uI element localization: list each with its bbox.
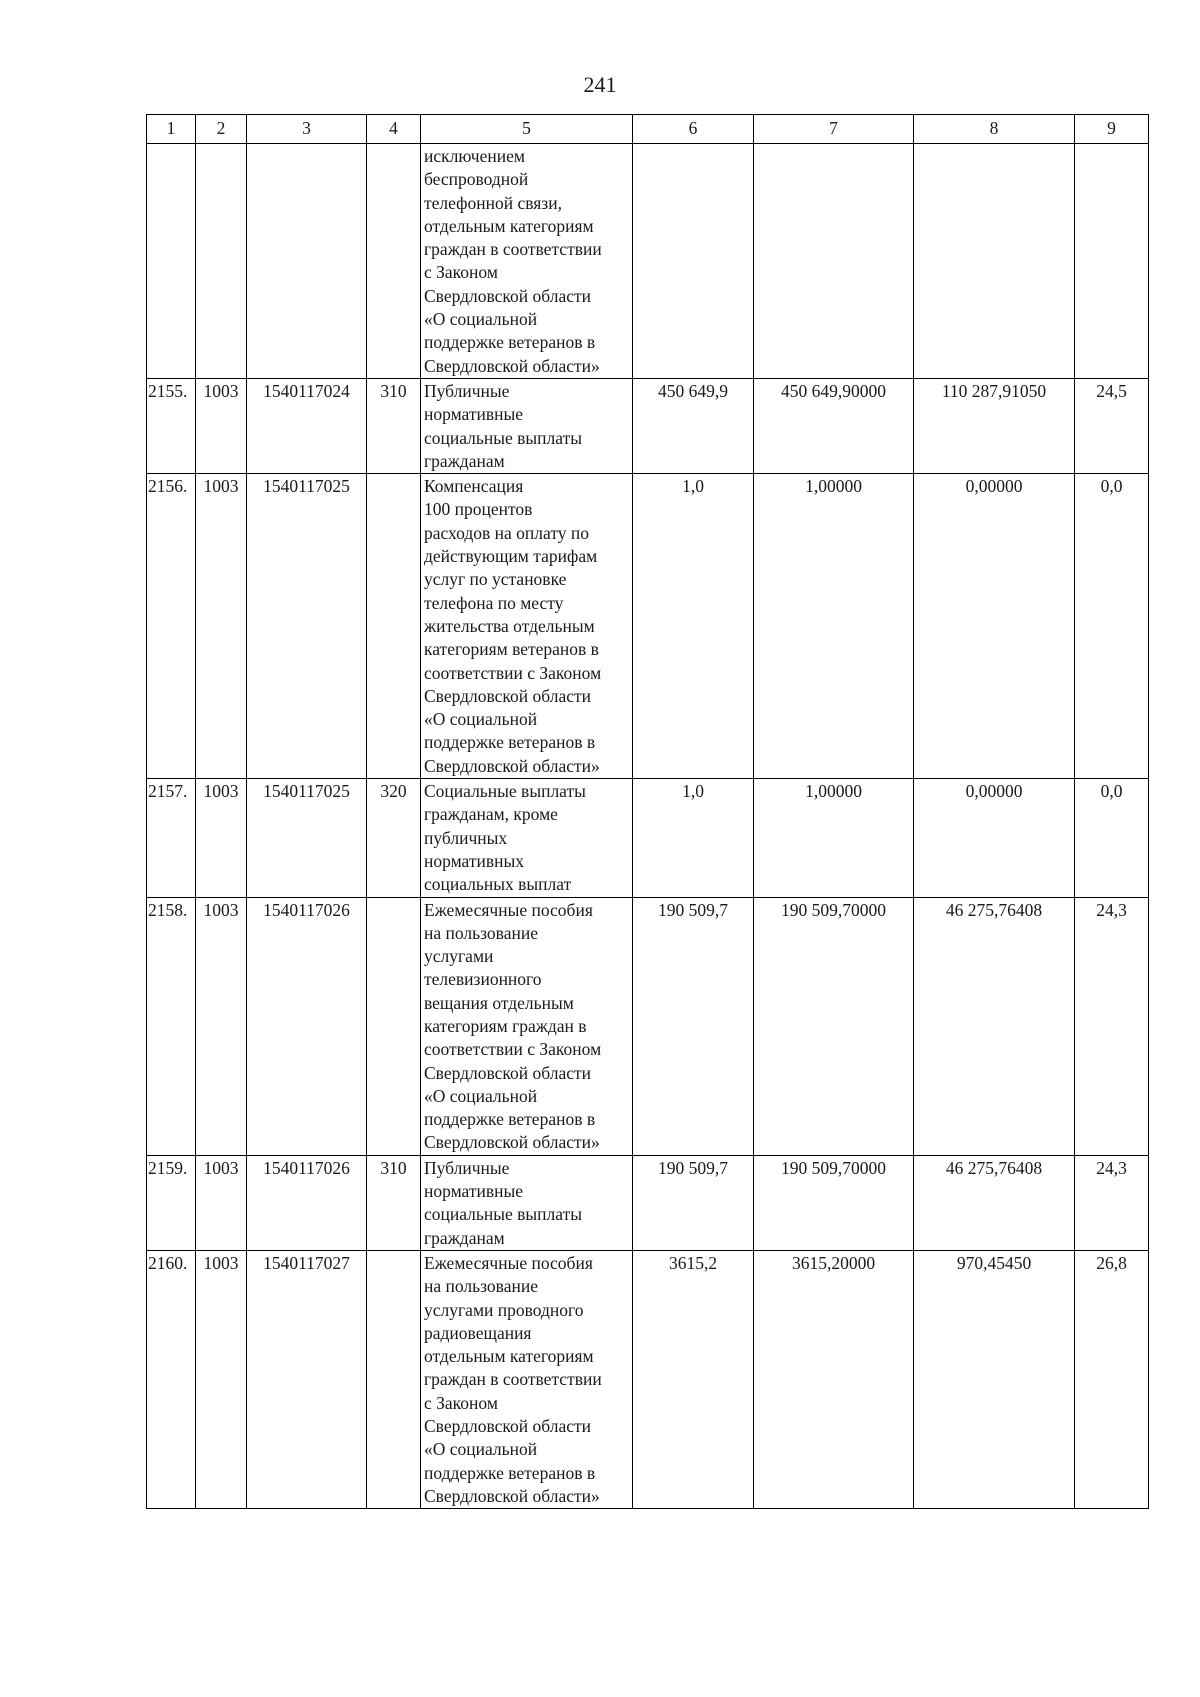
description-line: нормативные — [424, 1181, 524, 1202]
execution-percent-cell — [1075, 144, 1149, 379]
table-row — [147, 779, 1149, 897]
approved-amount-cell: 190 509,7 — [633, 897, 754, 1155]
execution-percent-cell: 0,0 — [1075, 474, 1149, 779]
executed-amount-cell: 0,00000 — [914, 779, 1075, 897]
planned-amount-cell: 190 509,70000 — [754, 1155, 914, 1250]
description-line: с Законом — [424, 1392, 498, 1413]
description-line: с Законом — [424, 262, 498, 283]
table-row — [147, 1155, 1149, 1250]
page-number: 241 — [583, 72, 617, 97]
description-line: жительства отдельным — [424, 615, 595, 636]
target-article-cell: 1540117024 — [247, 378, 367, 473]
description-line: «О социальной — [424, 309, 538, 330]
description-line: действующим тарифам — [424, 546, 598, 567]
description-line: нормативных — [424, 850, 525, 871]
approved-amount-cell: 1,0 — [633, 779, 754, 897]
planned-amount-cell — [754, 144, 914, 379]
description-cell — [421, 1250, 633, 1508]
executed-amount-cell: 0,00000 — [914, 474, 1075, 779]
execution-percent-cell: 24,3 — [1075, 897, 1149, 1155]
budget-table — [146, 114, 1149, 1509]
description-line: отдельным категориям — [424, 1346, 594, 1367]
description-cell — [421, 1155, 633, 1250]
description-line: поддержке ветеранов в — [424, 1109, 596, 1130]
description-line: телевизионного — [424, 969, 542, 990]
description-line: категориям граждан в — [424, 1015, 587, 1036]
description-line: гражданам — [424, 450, 505, 471]
description-cell — [421, 779, 633, 897]
column-header-7: 7 — [754, 115, 914, 144]
planned-amount-cell: 3615,20000 — [754, 1250, 914, 1508]
description-line: соответствии с Законом — [424, 1039, 602, 1060]
description-line: 100 процентов — [424, 499, 533, 520]
table-header — [147, 115, 1149, 144]
execution-percent-cell: 24,3 — [1075, 1155, 1149, 1250]
description-line: «О социальной — [424, 709, 538, 730]
description-line: беспроводной — [424, 169, 529, 190]
table-row — [147, 474, 1149, 779]
approved-amount-cell: 1,0 — [633, 474, 754, 779]
section-code-cell: 1003 — [196, 378, 247, 473]
description-line: Социальные выплаты — [424, 781, 586, 802]
description-cell — [421, 897, 633, 1155]
approved-amount-cell: 450 649,9 — [633, 378, 754, 473]
description-line: социальные выплаты — [424, 1204, 582, 1225]
executed-amount-cell: 110 287,91050 — [914, 378, 1075, 473]
table-body — [147, 144, 1149, 1509]
description-line: «О социальной — [424, 1439, 538, 1460]
section-code-cell: 1003 — [196, 1155, 247, 1250]
section-code-cell: 1003 — [196, 1250, 247, 1508]
description-line: социальных выплат — [424, 874, 572, 895]
description-line: телефона по месту — [424, 592, 564, 613]
column-header-1: 1 — [147, 115, 196, 144]
description-cell — [421, 474, 633, 779]
description-line: «О социальной — [424, 1085, 538, 1106]
expense-type-cell — [367, 1250, 421, 1508]
description-line: гражданам — [424, 1227, 505, 1248]
planned-amount-cell: 1,00000 — [754, 779, 914, 897]
table-row — [147, 144, 1149, 379]
description-line: на пользование — [424, 922, 538, 943]
description-line: нормативные — [424, 404, 524, 425]
row-number-cell — [147, 144, 196, 379]
description-line: Ежемесячные пособия — [424, 1252, 593, 1273]
description-line: Ежемесячные пособия — [424, 899, 593, 920]
section-code-cell — [196, 144, 247, 379]
description-line: Свердловской области — [424, 685, 592, 706]
row-number-cell: 2159. — [147, 1155, 196, 1250]
target-article-cell: 1540117025 — [247, 779, 367, 897]
description-line: Компенсация — [424, 476, 524, 497]
column-header-3: 3 — [247, 115, 367, 144]
column-header-2: 2 — [196, 115, 247, 144]
executed-amount-cell — [914, 144, 1075, 379]
description-line: поддержке ветеранов в — [424, 732, 596, 753]
description-line: граждан в соответствии — [424, 1369, 602, 1390]
target-article-cell: 1540117025 — [247, 474, 367, 779]
description-line: Публичные — [424, 380, 510, 401]
description-line: гражданам, кроме — [424, 804, 558, 825]
expense-type-cell: 310 — [367, 1155, 421, 1250]
section-code-cell: 1003 — [196, 897, 247, 1155]
expense-type-cell — [367, 474, 421, 779]
expense-type-cell: 310 — [367, 378, 421, 473]
description-line: Свердловской области» — [424, 355, 600, 376]
approved-amount-cell — [633, 144, 754, 379]
description-line: на пользование — [424, 1276, 538, 1297]
description-line: Публичные — [424, 1157, 510, 1178]
description-line: услугами — [424, 946, 494, 967]
section-code-cell: 1003 — [196, 779, 247, 897]
description-line: услугами проводного — [424, 1299, 584, 1320]
description-line: Свердловской области — [424, 1062, 592, 1083]
description-line: Свердловской области» — [424, 1132, 600, 1153]
description-cell — [421, 378, 633, 473]
description-cell — [421, 144, 633, 379]
planned-amount-cell: 450 649,90000 — [754, 378, 914, 473]
column-header-8: 8 — [914, 115, 1075, 144]
executed-amount-cell: 970,45450 — [914, 1250, 1075, 1508]
description-line: соответствии с Законом — [424, 662, 602, 683]
table-row — [147, 378, 1149, 473]
row-number-cell: 2157. — [147, 779, 196, 897]
expense-type-cell — [367, 897, 421, 1155]
description-line: Свердловской области — [424, 1416, 592, 1437]
column-header-6: 6 — [633, 115, 754, 144]
table-row — [147, 1250, 1149, 1508]
description-line: категориям ветеранов в — [424, 639, 599, 660]
description-line: публичных — [424, 827, 508, 848]
approved-amount-cell: 3615,2 — [633, 1250, 754, 1508]
approved-amount-cell: 190 509,7 — [633, 1155, 754, 1250]
expense-type-cell — [367, 144, 421, 379]
description-line: граждан в соответствии — [424, 239, 602, 260]
row-number-cell: 2160. — [147, 1250, 196, 1508]
execution-percent-cell: 0,0 — [1075, 779, 1149, 897]
description-line: исключением — [424, 146, 525, 166]
description-line: Свердловской области» — [424, 1485, 600, 1506]
planned-amount-cell: 1,00000 — [754, 474, 914, 779]
column-header-9: 9 — [1075, 115, 1149, 144]
target-article-cell: 1540117027 — [247, 1250, 367, 1508]
section-code-cell: 1003 — [196, 474, 247, 779]
execution-percent-cell: 26,8 — [1075, 1250, 1149, 1508]
row-number-cell: 2155. — [147, 378, 196, 473]
target-article-cell: 1540117026 — [247, 897, 367, 1155]
description-line: поддержке ветеранов в — [424, 332, 596, 353]
description-line: Свердловской области — [424, 285, 592, 306]
header-row — [147, 115, 1149, 144]
table-row — [147, 897, 1149, 1155]
description-line: вещания отдельным — [424, 992, 574, 1013]
description-line: Свердловской области» — [424, 755, 600, 776]
description-line: радиовещания — [424, 1322, 532, 1343]
executed-amount-cell: 46 275,76408 — [914, 897, 1075, 1155]
description-line: социальные выплаты — [424, 427, 582, 448]
description-line: отдельным категориям — [424, 215, 594, 236]
row-number-cell: 2158. — [147, 897, 196, 1155]
column-header-5: 5 — [421, 115, 633, 144]
column-header-4: 4 — [367, 115, 421, 144]
expense-type-cell: 320 — [367, 779, 421, 897]
description-line: услуг по установке — [424, 569, 567, 590]
planned-amount-cell: 190 509,70000 — [754, 897, 914, 1155]
description-line: поддержке ветеранов в — [424, 1462, 596, 1483]
description-line: расходов на оплату по — [424, 522, 590, 543]
target-article-cell: 1540117026 — [247, 1155, 367, 1250]
row-number-cell: 2156. — [147, 474, 196, 779]
target-article-cell — [247, 144, 367, 379]
executed-amount-cell: 46 275,76408 — [914, 1155, 1075, 1250]
execution-percent-cell: 24,5 — [1075, 378, 1149, 473]
description-line: телефонной связи, — [424, 192, 562, 213]
